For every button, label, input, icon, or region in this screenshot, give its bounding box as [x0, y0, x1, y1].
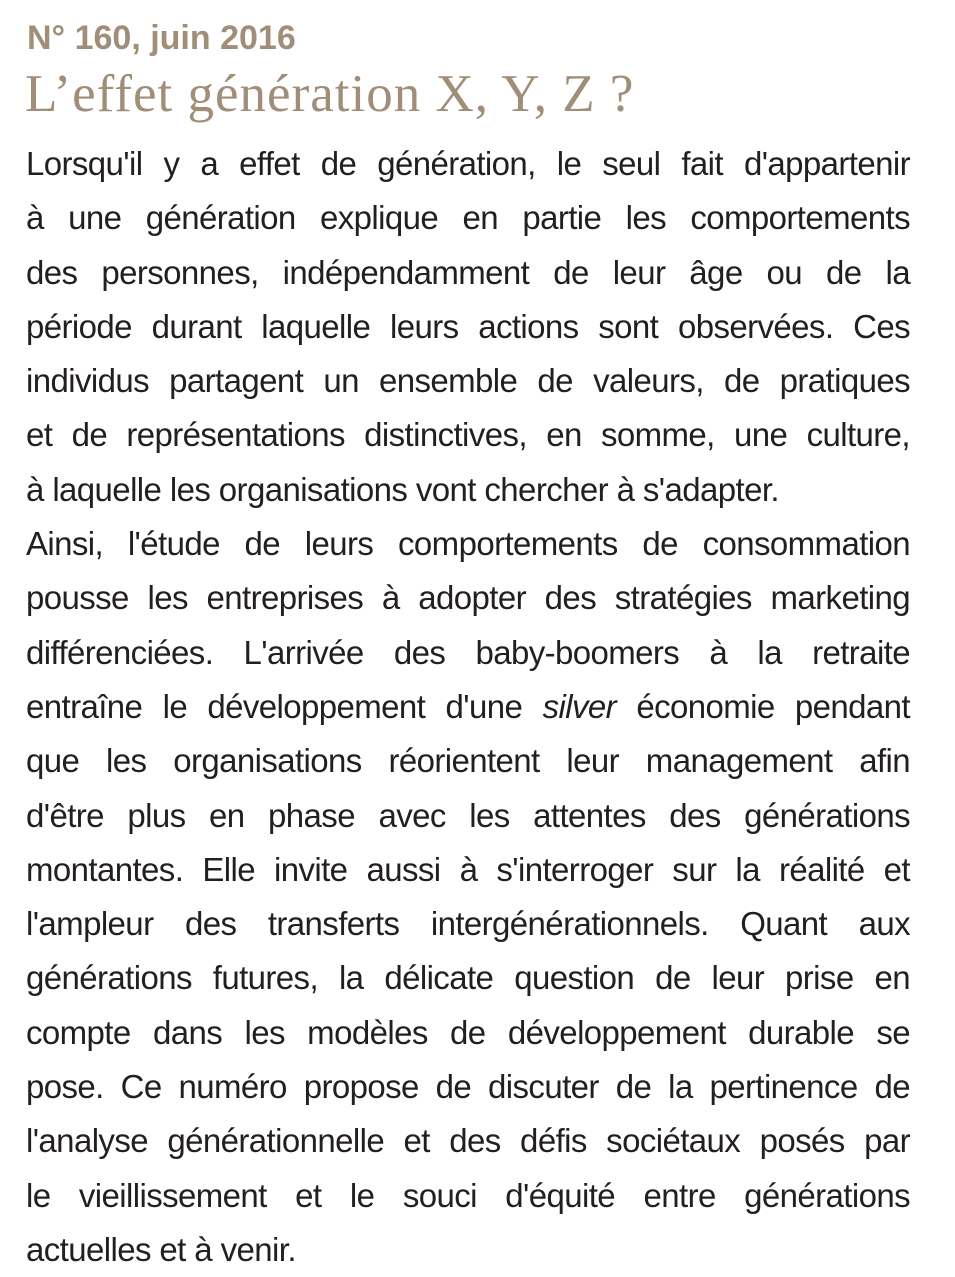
article-line: différenciées. L'arrivée des baby-boomers à la retraite [26, 633, 910, 671]
article-line: Ainsi, l'étude de leurs comportements de consommation [26, 525, 910, 563]
article-line: à laquelle les organisations vont chercher à s'adapter. [26, 470, 779, 508]
article-line: l'analyse générationnelle et des défis sociétaux posés par [26, 1122, 910, 1160]
article-line: pose. Ce numéro propose de discuter de la pertinence de [26, 1068, 910, 1106]
article-line: individus partagent un ensemble de valeurs, de pratiques [26, 362, 910, 400]
article-line: pousse les entreprises à adopter des stratégies marketing [26, 579, 910, 617]
article-line: d'être plus en phase avec les attentes des générations [26, 796, 910, 834]
article-line: l'ampleur des transferts intergénérationnels. Quant aux [26, 905, 910, 943]
article-line: le vieillissement et le souci d'équité entre générations [26, 1176, 910, 1214]
article-line-mixed [26, 680, 910, 734]
article-line: des personnes, indépendamment de leur âge ou de la [26, 253, 910, 291]
issue-number: N° 160, juin 2016 [27, 19, 296, 57]
article-line: générations futures, la délicate question de leur prise en [26, 959, 910, 997]
article-line: Lorsqu'il y a effet de génération, le seul fait d'appartenir [26, 145, 910, 182]
article-line: montantes. Elle invite aussi à s'interroger sur la réalité et [26, 850, 910, 888]
article-line: période durant laquelle leurs actions sont observées. Ces [26, 307, 910, 345]
article-line: que les organisations réorientent leur management afin [26, 742, 910, 780]
article-line: compte dans les modèles de développement durable se [26, 1013, 910, 1051]
article-body [26, 137, 910, 1277]
line-segment: entraîne le développement d'une [26, 687, 523, 725]
italic-term: silver [542, 687, 616, 725]
line-segment: économie pendant [636, 687, 910, 725]
article-line: à une génération explique en partie les comportements [26, 199, 910, 237]
article-line: actuelles et à venir. [26, 1230, 296, 1268]
page-title: L’effet génération X, Y, Z ? [25, 65, 635, 123]
article-line: et de représentations distinctives, en somme, une culture, [26, 416, 910, 454]
